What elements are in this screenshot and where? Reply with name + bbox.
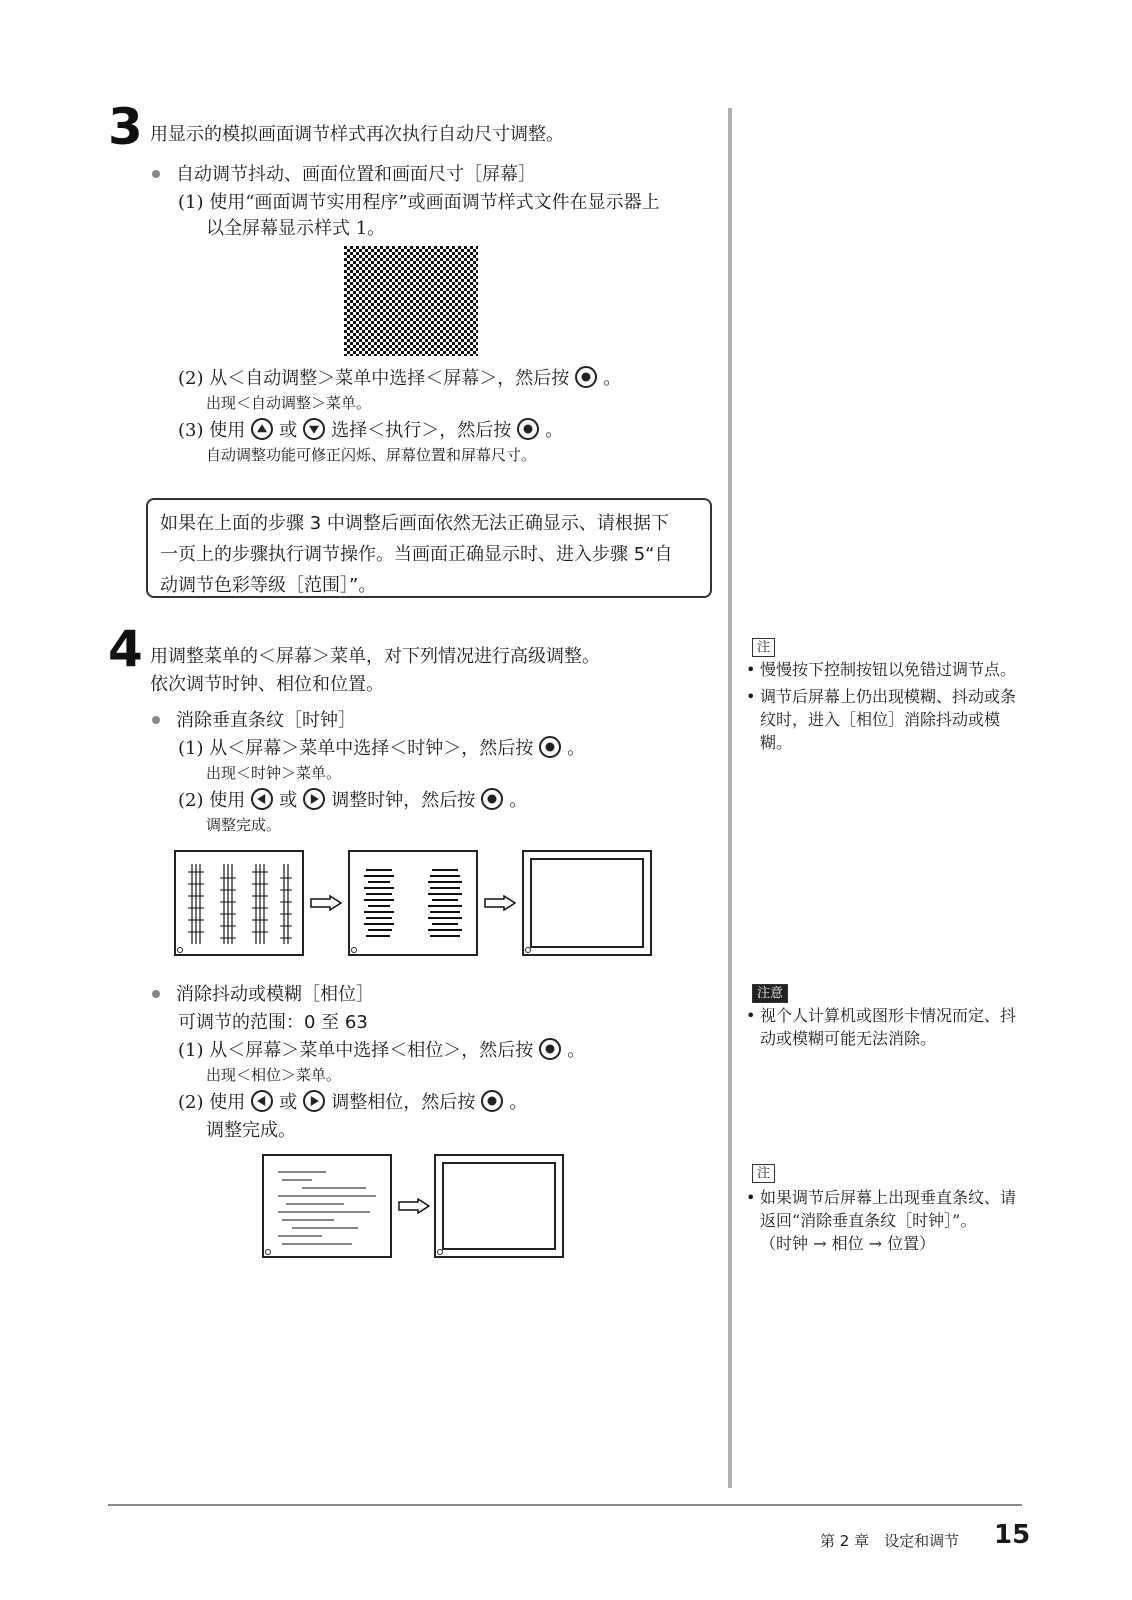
bullet-dot — [152, 990, 160, 998]
clock-substep-1-text: (1) 从＜屏幕＞菜单中选择＜时钟＞，然后按 — [178, 738, 534, 759]
step-3-lead: 用显示的模拟画面调节样式再次执行自动尺寸调整。 — [150, 124, 564, 145]
enter-button-icon — [481, 788, 503, 810]
phase-substep-1 — [178, 1036, 585, 1062]
left-button-icon — [251, 788, 273, 810]
clock-substep-1-note: 出现＜时钟＞菜单。 — [206, 764, 342, 782]
right-button-icon — [303, 788, 325, 810]
screen-bullet-title: 自动调节抖动、画面位置和画面尺寸［屏幕］ — [176, 164, 536, 185]
note-tag: 注 — [752, 1164, 775, 1183]
footer-rule — [108, 1504, 1022, 1506]
warning-line-3: 动调节色彩等级［范围］”。 — [160, 575, 377, 596]
clock-substep-2 — [178, 786, 527, 812]
phase-substep-1-note: 出现＜相位＞菜单。 — [206, 1066, 342, 1084]
period: 。 — [545, 420, 564, 441]
step-3-substep-2 — [178, 364, 621, 390]
note-item: • 慢慢按下控制按钮以免错过调节点。 — [746, 658, 1026, 681]
page-number: 15 — [994, 1520, 1031, 1550]
note-2-list — [746, 1186, 1026, 1255]
step-3-number: 3 — [108, 98, 143, 156]
period: 。 — [603, 368, 622, 389]
blurred-lines-image — [272, 1164, 382, 1250]
enter-button-icon — [539, 1038, 561, 1060]
monitor-clear — [522, 850, 652, 956]
note-item — [746, 1186, 1026, 1255]
power-led — [351, 947, 357, 953]
power-led — [265, 1249, 271, 1255]
pattern-1-checkerboard — [344, 246, 478, 356]
note-item-sequence: （时钟 → 相位 → 位置） — [760, 1234, 936, 1253]
monitor-blurred — [262, 1154, 392, 1258]
note-item-text: 如果调节后屏幕上出现垂直条纹、请返回“消除垂直条纹［时钟］”。 — [760, 1188, 1017, 1230]
column-divider — [728, 108, 732, 1488]
monitor-vertical-stripes — [174, 850, 304, 956]
down-button-icon — [303, 418, 325, 440]
step-3-substep-2-note: 出现＜自动调整＞菜单。 — [206, 394, 372, 412]
or-text: 或 — [279, 790, 298, 811]
enter-button-icon — [575, 366, 597, 388]
period: 。 — [509, 790, 528, 811]
phase-substep-2-note: 调整完成。 — [206, 1120, 296, 1141]
monitor-clear — [434, 1154, 564, 1258]
note-item: • 调节后屏幕上仍出现模糊、抖动或条纹时，进入［相位］消除抖动或模糊。 — [746, 685, 1026, 754]
phase-substep-1-text: (1) 从＜屏幕＞菜单中选择＜相位＞，然后按 — [178, 1040, 534, 1061]
caution-item: • 视个人计算机或图形卡情况而定、抖动或模糊可能无法消除。 — [746, 1004, 1026, 1050]
up-button-icon — [251, 418, 273, 440]
power-led — [525, 947, 531, 953]
power-led — [437, 1249, 443, 1255]
clock-substep-2-text-a: (2) 使用 — [178, 790, 246, 811]
note-1-list — [746, 658, 1026, 754]
clock-substep-2-text-b: 调整时钟，然后按 — [331, 790, 476, 811]
substep-3-text-a: (3) 使用 — [178, 420, 246, 441]
bullet-dot — [152, 716, 160, 724]
right-arrow-icon — [398, 1198, 430, 1214]
clock-substep-1 — [178, 734, 585, 760]
period: 。 — [509, 1092, 528, 1113]
power-led — [177, 947, 183, 953]
monitor-flicker — [348, 850, 478, 956]
step-4-lead-2: 依次调节时钟、相位和位置。 — [150, 674, 384, 695]
caution-tag: 注意 — [752, 984, 788, 1003]
enter-button-icon — [481, 1090, 503, 1112]
step-3-substep-3 — [178, 416, 563, 442]
phase-substep-2-text-a: (2) 使用 — [178, 1092, 246, 1113]
vertical-stripes-image — [184, 860, 294, 948]
phase-range: 可调节的范围：0 至 63 — [178, 1012, 368, 1033]
substep-2-text: (2) 从＜自动调整＞菜单中选择＜屏幕＞，然后按 — [178, 368, 570, 389]
step-3-substep-3-note: 自动调整功能可修正闪烁、屏幕位置和屏幕尺寸。 — [206, 446, 537, 464]
phase-substep-2 — [178, 1088, 527, 1114]
warning-line-2: 一页上的步骤执行调节操作。当画面正确显示时、进入步骤 5“自 — [160, 544, 673, 565]
left-button-icon — [251, 1090, 273, 1112]
or-text: 或 — [279, 1092, 298, 1113]
clear-screen — [530, 858, 644, 948]
bullet-dot — [152, 170, 160, 178]
caution-list — [746, 1004, 1026, 1050]
note-tag: 注 — [752, 638, 775, 657]
step-3-substep-1b: 以全屏幕显示样式 1。 — [206, 218, 386, 239]
enter-button-icon — [539, 736, 561, 758]
warning-line-1: 如果在上面的步骤 3 中调整后画面依然无法正确显示、请根据下 — [160, 513, 669, 534]
phase-title: 消除抖动或模糊［相位］ — [176, 984, 374, 1005]
clock-title: 消除垂直条纹［时钟］ — [176, 710, 356, 731]
step-3-substep-1a: (1) 使用“画面调节实用程序”或画面调节样式文件在显示器上 — [178, 192, 660, 213]
step-4-lead: 用调整菜单的＜屏幕＞菜单，对下列情况进行高级调整。 — [150, 646, 600, 667]
substep-3-text-b: 选择＜执行＞，然后按 — [331, 420, 512, 441]
right-arrow-icon — [310, 895, 342, 911]
clear-screen — [442, 1162, 556, 1250]
or-text: 或 — [279, 420, 298, 441]
horizontal-flicker-image — [358, 860, 468, 948]
right-arrow-icon — [484, 895, 516, 911]
phase-substep-2-text-b: 调整相位，然后按 — [331, 1092, 476, 1113]
enter-button-icon — [517, 418, 539, 440]
step-4-number: 4 — [108, 620, 143, 678]
footer-chapter: 第 2 章 设定和调节 — [820, 1532, 960, 1550]
warning-box — [146, 498, 712, 598]
right-button-icon — [303, 1090, 325, 1112]
period: 。 — [567, 1040, 586, 1061]
clock-substep-2-note: 调整完成。 — [206, 816, 282, 834]
period: 。 — [567, 738, 586, 759]
